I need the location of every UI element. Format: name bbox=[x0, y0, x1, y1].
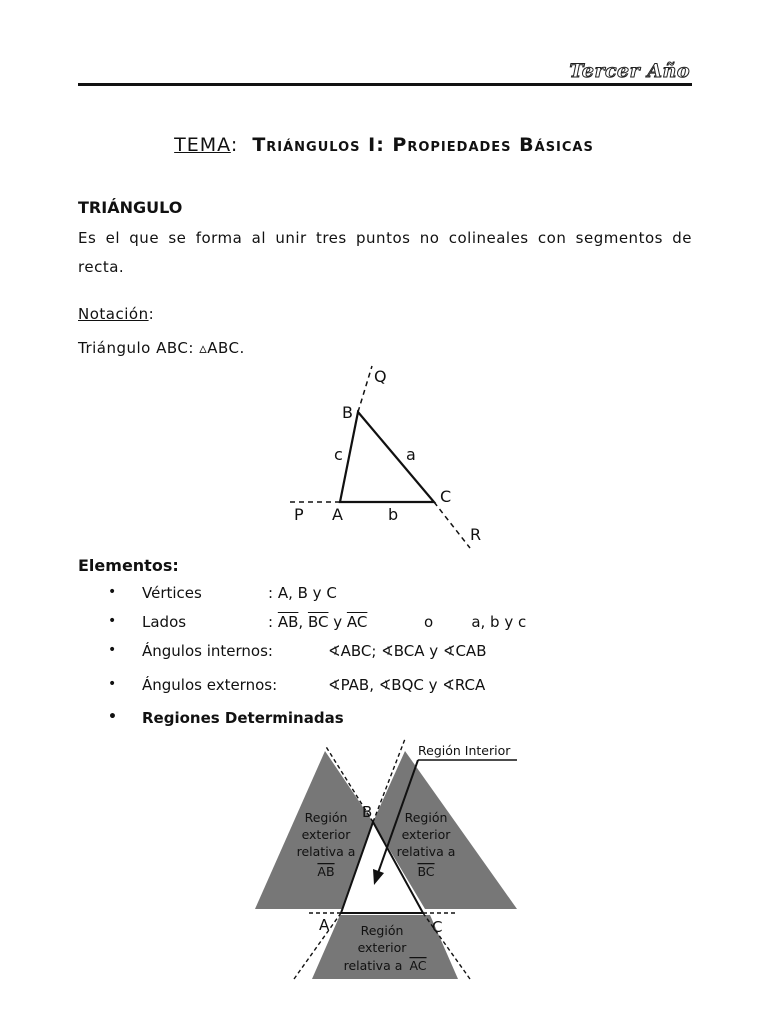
bottom-region-label: Región bbox=[360, 923, 404, 938]
label-b: B bbox=[342, 403, 353, 422]
label-side-c: c bbox=[334, 445, 343, 464]
triangle-abc-shape bbox=[340, 412, 434, 502]
bottom-region-segment: AC bbox=[409, 958, 427, 973]
header-rule bbox=[78, 83, 692, 86]
triangle-figure bbox=[280, 360, 500, 555]
right-region-label: exterior bbox=[401, 827, 451, 842]
label-r: R bbox=[470, 525, 482, 544]
item-alt: o a, b y c bbox=[424, 613, 527, 631]
bullet: • bbox=[108, 642, 117, 658]
label-region-interior: Región Interior bbox=[418, 743, 511, 758]
left-region-label: exterior bbox=[301, 827, 351, 842]
bullet: • bbox=[108, 584, 117, 600]
left-region-segment: AB bbox=[317, 864, 335, 879]
item-label: Lados bbox=[142, 613, 187, 631]
regions-figure bbox=[230, 733, 550, 983]
side-bc: $\overline{BC}$ bbox=[307, 613, 329, 631]
title-topic: Triángulos I: Propiedades Básicas bbox=[252, 134, 594, 156]
label-vertex-c: C bbox=[432, 918, 443, 936]
notation-label-text: Notación bbox=[78, 305, 149, 323]
elements-heading: Elementos: bbox=[78, 556, 179, 575]
extension-line-bq bbox=[358, 366, 372, 412]
title-tema: TEMA bbox=[174, 134, 231, 156]
value-prefix: : bbox=[268, 613, 278, 631]
page-title bbox=[0, 134, 768, 156]
label-c: C bbox=[440, 487, 452, 506]
item-label: Ángulos externos: bbox=[142, 676, 278, 694]
elements-list bbox=[108, 584, 588, 729]
sep: y bbox=[328, 613, 347, 631]
label-vertex-b: B bbox=[362, 803, 373, 821]
title-colon: : bbox=[230, 134, 239, 156]
bullet: • bbox=[108, 613, 117, 629]
item-value: ∢PAB, ∢BQC y ∢RCA bbox=[328, 676, 486, 694]
right-region-label: relativa a bbox=[396, 844, 456, 859]
notation-text: Triángulo ABC: ▵ABC. bbox=[78, 339, 245, 357]
label-side-a: a bbox=[406, 445, 416, 464]
label-a: A bbox=[332, 505, 343, 524]
right-region-label: Región bbox=[404, 810, 448, 825]
label-p: P bbox=[294, 505, 304, 524]
bottom-region-label: relativa a bbox=[343, 958, 403, 973]
label-side-b: b bbox=[388, 505, 399, 524]
definition-line-2: recta. bbox=[78, 258, 125, 276]
label-vertex-a: A bbox=[319, 916, 330, 934]
right-region-segment: BC bbox=[417, 864, 435, 879]
left-region-label: Región bbox=[304, 810, 348, 825]
left-region-label: relativa a bbox=[296, 844, 356, 859]
definition-line-1: Es el que se forma al unir tres puntos no colineales con segmentos de bbox=[78, 229, 692, 247]
item-value: ∢ABC; ∢BCA y ∢CAB bbox=[328, 642, 487, 660]
section-heading-triangulo: TRIÁNGULO bbox=[78, 198, 183, 217]
bullet: • bbox=[108, 676, 117, 692]
extension-line-cr bbox=[434, 502, 470, 548]
side-ab: $\overline{AB}$ bbox=[277, 613, 299, 631]
item-value bbox=[268, 613, 367, 631]
notation-label bbox=[78, 300, 154, 329]
notation-colon: : bbox=[148, 305, 155, 323]
bottom-region-label: exterior bbox=[357, 940, 407, 955]
item-label: Ángulos internos: bbox=[142, 642, 273, 660]
bullet: • bbox=[108, 709, 117, 725]
label-q: Q bbox=[374, 367, 387, 386]
header-course-label: Tercer Año bbox=[569, 60, 690, 82]
item-label: Vértices bbox=[142, 584, 202, 602]
item-value: : A, B y C bbox=[268, 584, 337, 602]
side-ac: $\overline{AC}$ bbox=[346, 613, 368, 631]
sep: , bbox=[298, 613, 308, 631]
item-label: Regiones Determinadas bbox=[142, 709, 344, 727]
